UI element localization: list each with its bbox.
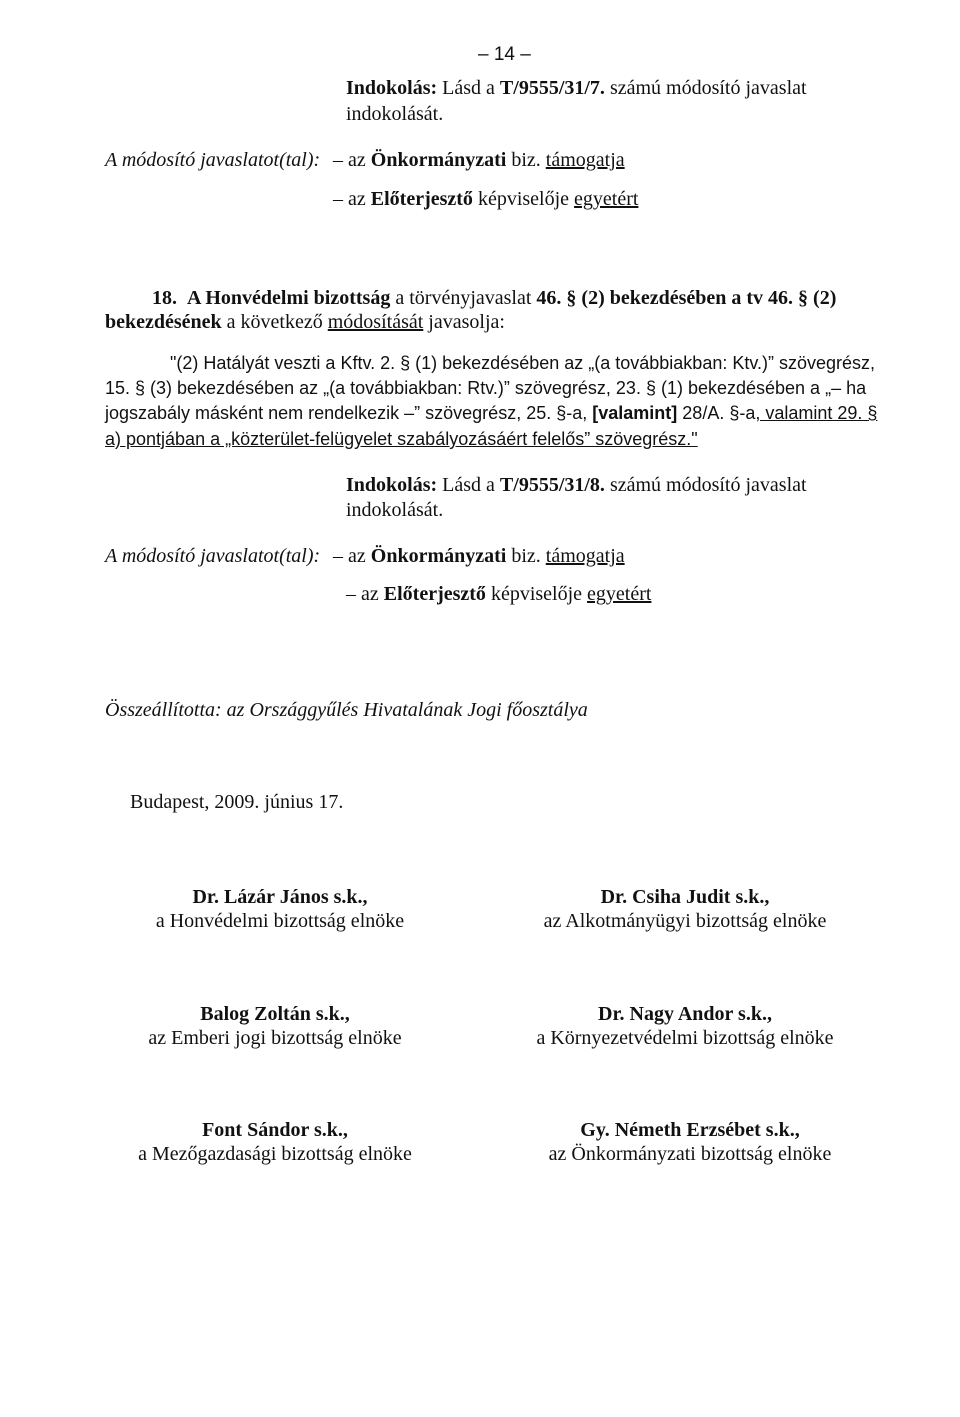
quote-text-b: 28/A. §-a (682, 403, 756, 423)
support-dash: – az (346, 583, 379, 605)
item-ref: 46. § (2) bekezdésében a tv 46. § (2) (536, 287, 837, 309)
supporters-label-text: A módosító javaslatot(tal): (105, 149, 321, 171)
support-mid: képviselője (490, 583, 583, 605)
signature-block (520, 885, 850, 933)
item-committee: A Honvédelmi bizottság (187, 287, 391, 309)
justification-line-2: indokolását. (346, 499, 444, 521)
quote-text: jogszabály másként nem rendelkezik –” szövegrész, 25. §-a, (105, 403, 588, 423)
signatory-name: Font Sándor s.k., (202, 1119, 348, 1141)
item-text: a törvényjavaslat (395, 287, 532, 309)
supporters-label-text: A módosító javaslatot(tal): (105, 545, 321, 567)
place-date: Budapest, 2009. június 17. (130, 791, 344, 813)
support-status: támogatja (545, 149, 625, 171)
justification-text-b: számú módosító javaslat (609, 77, 807, 99)
support-dash: – az (333, 149, 366, 171)
justification-text: Lásd a (442, 77, 495, 99)
justification-text-b: számú módosító javaslat (609, 474, 807, 496)
item-text-c: javasolja: (428, 311, 505, 333)
signatory-title: az Önkormányzati bizottság elnöke (548, 1143, 832, 1165)
quote-line-1: "(2) Hatályát veszti a Kftv. 2. § (1) bekezdésében az „(a továbbiakban: Ktv.)” szövegrész, (170, 353, 876, 373)
signature-block (110, 1118, 440, 1166)
signatory-title: a Honvédelmi bizottság elnöke (155, 910, 405, 932)
item-text-b: a következő (226, 311, 323, 333)
quote-line-3 (105, 402, 877, 424)
supporters-label (105, 544, 320, 568)
quote-line-2: 15. § (3) bekezdésében az „(a továbbiakban: Rtv.)” szövegrész, 23. § (1) bekezdésében a „– ha (105, 378, 867, 398)
signatory-name: Dr. Nagy Andor s.k., (598, 1003, 772, 1025)
support-line-1 (333, 544, 625, 568)
signature-block (520, 1002, 850, 1050)
quote-line-4: a) pontjában a „közterület-felügyelet szabályozásáért felelős” szövegrész." (105, 429, 698, 449)
justification-line (346, 473, 807, 497)
support-dash: – az (333, 188, 366, 210)
justification-line (346, 76, 807, 100)
quote-underlined: , valamint 29. § (755, 403, 878, 423)
support-mid: képviselője (477, 188, 570, 210)
justification-line-2: indokolását. (346, 103, 444, 125)
support-line-1 (333, 148, 625, 172)
support-status: egyetért (587, 583, 652, 605)
signatory-title: az Alkotmányügyi bizottság elnöke (543, 910, 827, 932)
compiled-by-text: Összeállította: az Országgyűlés Hivatalának Jogi főosztálya (105, 699, 588, 721)
signatory-name: Balog Zoltán s.k., (200, 1003, 350, 1025)
support-status: egyetért (574, 188, 639, 210)
quote-bold: [valamint] (592, 403, 678, 423)
support-mid: biz. (511, 545, 541, 567)
justification-ref: T/9555/31/8. (499, 474, 605, 496)
item-number: 18. (152, 287, 177, 309)
compiled-by (105, 698, 588, 722)
signature-block (525, 1118, 855, 1166)
signatory-name: Dr. Csiha Judit s.k., (600, 886, 770, 908)
item-18-line-2 (105, 310, 505, 334)
justification-text: Lásd a (442, 474, 495, 496)
signatory-title: az Emberi jogi bizottság elnöke (148, 1027, 402, 1049)
item-18-heading (152, 286, 836, 310)
justification-ref: T/9555/31/7. (499, 77, 605, 99)
signatory-title: a Környezetvédelmi bizottság elnöke (536, 1027, 834, 1049)
item-text-underlined: módosítását (327, 311, 424, 333)
signature-block (110, 1002, 440, 1050)
support-presenter: Előterjesztő (370, 188, 473, 210)
support-presenter: Előterjesztő (383, 583, 486, 605)
justification-label: Indokolás: (346, 77, 438, 99)
signature-block (115, 885, 445, 933)
justification-label: Indokolás: (346, 474, 438, 496)
support-dash: – az (333, 545, 366, 567)
support-mid: biz. (511, 149, 541, 171)
signatory-name: Gy. Németh Erzsébet s.k., (580, 1119, 800, 1141)
signatory-title: a Mezőgazdasági bizottság elnöke (138, 1143, 412, 1165)
support-committee: Önkormányzati (370, 149, 507, 171)
support-status: támogatja (545, 545, 625, 567)
page-number: – 14 – (478, 44, 531, 65)
signatory-name: Dr. Lázár János s.k., (192, 886, 368, 908)
support-committee: Önkormányzati (370, 545, 507, 567)
support-line-2 (333, 187, 638, 211)
support-line-2 (346, 582, 651, 606)
item-ref-b: bekezdésének (105, 311, 222, 333)
supporters-label (105, 148, 320, 172)
